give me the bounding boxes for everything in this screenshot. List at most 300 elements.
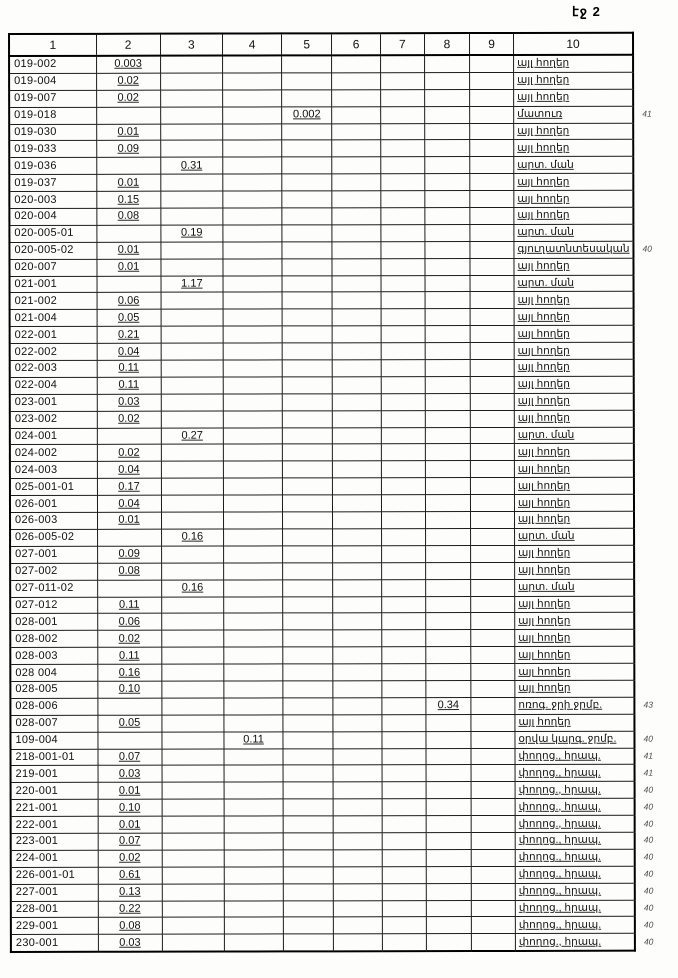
empty-cell	[283, 934, 333, 951]
empty-cell	[470, 292, 514, 309]
cadastral-table	[8, 32, 678, 954]
empty-cell	[333, 613, 382, 630]
parcel-code: 026-001	[10, 495, 97, 512]
parcel-code: 020-005-01	[9, 225, 96, 242]
empty-cell	[161, 563, 224, 580]
empty-cell	[334, 866, 383, 883]
empty-cell	[380, 89, 424, 106]
empty-cell	[471, 562, 515, 579]
empty-cell	[223, 208, 282, 225]
empty-cell	[223, 276, 282, 293]
empty-cell	[224, 850, 283, 867]
empty-cell	[282, 225, 332, 242]
area-value: 0.05	[97, 715, 161, 732]
empty-cell	[470, 275, 514, 292]
parcel-code: 223-001	[11, 833, 98, 850]
margin-note	[633, 173, 677, 190]
land-use-label: այլ հողեր	[514, 207, 634, 224]
empty-cell	[224, 884, 283, 901]
land-use-label: արտ. ման	[514, 427, 634, 444]
empty-cell	[283, 630, 333, 647]
parcel-code: 222-001	[11, 816, 98, 833]
table-row	[11, 917, 678, 935]
empty-cell	[426, 731, 471, 748]
empty-cell	[426, 833, 471, 850]
empty-cell	[471, 934, 515, 951]
table-row	[10, 562, 678, 580]
empty-cell	[160, 90, 223, 107]
column-header: 9	[470, 33, 514, 55]
margin-note	[633, 207, 677, 224]
empty-cell	[382, 731, 426, 748]
empty-cell	[471, 511, 515, 528]
parcel-code: 219-001	[11, 766, 98, 783]
empty-cell	[382, 799, 426, 816]
empty-cell	[162, 934, 225, 952]
empty-cell	[334, 850, 383, 867]
margin-note: 43	[643, 699, 653, 710]
empty-cell	[381, 275, 425, 292]
empty-cell	[333, 664, 382, 681]
table-row	[11, 815, 678, 833]
empty-cell	[161, 478, 224, 495]
column-header: 6	[332, 33, 381, 55]
parcel-code: 230-001	[11, 935, 98, 953]
empty-cell	[161, 613, 224, 630]
empty-cell	[223, 174, 282, 191]
parcel-code: 023-001	[10, 394, 97, 411]
parcel-code: 019-030	[9, 124, 96, 141]
area-value: 0.61	[98, 867, 162, 884]
empty-cell	[470, 106, 514, 123]
margin-note	[634, 596, 678, 613]
margin-note	[633, 140, 677, 157]
empty-cell	[425, 157, 470, 174]
land-use-label: արտ. ման	[514, 275, 634, 292]
empty-cell	[381, 309, 425, 326]
area-value: 0.11	[97, 647, 161, 664]
empty-cell	[426, 900, 471, 917]
land-use-label: այլ հողեր	[514, 173, 634, 190]
empty-cell	[333, 799, 382, 816]
empty-cell	[381, 174, 425, 191]
table-row	[10, 612, 678, 630]
empty-cell	[224, 630, 283, 647]
empty-cell	[380, 73, 424, 90]
table-row	[9, 258, 677, 276]
parcel-code: 028-003	[10, 647, 97, 664]
area-value: 1.17	[161, 276, 224, 293]
empty-cell	[282, 191, 332, 208]
land-use-label: օրվա կարգ. ջրմբ.	[515, 731, 635, 748]
parcel-code: 109-004	[10, 732, 97, 749]
parcel-code: 028-001	[10, 614, 97, 631]
empty-cell	[224, 563, 283, 580]
empty-cell	[425, 326, 470, 343]
empty-cell	[97, 580, 161, 597]
margin-note: 40	[643, 818, 654, 829]
margin-column-spacer	[633, 33, 677, 55]
empty-cell	[283, 613, 333, 630]
empty-cell	[425, 613, 470, 630]
empty-cell	[380, 106, 424, 123]
empty-cell	[223, 343, 282, 360]
column-header: 8	[424, 33, 469, 55]
empty-cell	[382, 748, 426, 765]
empty-cell	[381, 579, 425, 596]
empty-cell	[425, 545, 470, 562]
empty-cell	[282, 140, 332, 157]
empty-cell	[224, 900, 283, 917]
empty-cell	[223, 444, 282, 461]
empty-cell	[381, 292, 425, 309]
empty-cell	[161, 630, 224, 647]
empty-cell	[224, 478, 283, 495]
empty-cell	[332, 343, 381, 360]
empty-cell	[333, 360, 382, 377]
empty-cell	[282, 512, 332, 529]
empty-cell	[283, 850, 333, 867]
empty-cell	[283, 698, 333, 715]
empty-cell	[470, 123, 514, 140]
area-value: 0.02	[96, 73, 160, 90]
empty-cell	[162, 782, 225, 799]
column-header: 2	[96, 34, 160, 56]
land-use-label: այլ հողեր	[514, 494, 634, 511]
land-use-label: այլ հողեր	[514, 393, 634, 410]
land-use-label: գյուղատնտեսական	[514, 241, 634, 258]
parcel-code: 022-001	[10, 327, 97, 344]
area-value: 0.11	[97, 597, 161, 614]
empty-cell	[382, 883, 426, 900]
table-row	[10, 579, 678, 597]
margin-note	[634, 292, 678, 309]
table-row	[10, 646, 678, 664]
margin-note	[633, 156, 677, 173]
empty-cell	[333, 782, 382, 799]
empty-cell	[471, 697, 515, 714]
empty-cell	[381, 360, 425, 377]
empty-cell	[425, 208, 470, 225]
empty-cell	[282, 343, 332, 360]
empty-cell	[381, 241, 425, 258]
empty-cell	[425, 174, 470, 191]
empty-cell	[381, 478, 425, 495]
margin-note: 40	[643, 851, 654, 862]
empty-cell	[382, 833, 426, 850]
empty-cell	[471, 714, 515, 731]
empty-cell	[283, 647, 333, 664]
parcel-code: 226-001-01	[11, 867, 98, 884]
empty-cell	[425, 427, 470, 444]
parcel-code: 024-003	[10, 462, 97, 479]
empty-cell	[334, 833, 383, 850]
empty-cell	[382, 765, 426, 782]
empty-cell	[161, 242, 224, 259]
empty-cell	[381, 157, 425, 174]
empty-cell	[332, 258, 381, 275]
empty-cell	[471, 579, 515, 596]
parcel-code: 019-018	[9, 107, 96, 124]
land-use-label: փողոց., հրապ.	[515, 781, 635, 798]
parcel-code: 027-002	[10, 563, 97, 580]
empty-cell	[282, 275, 332, 292]
table-row	[11, 900, 678, 918]
empty-cell	[162, 749, 225, 766]
empty-cell	[161, 681, 224, 698]
empty-cell	[334, 934, 383, 951]
empty-cell	[282, 377, 332, 394]
empty-cell	[162, 816, 225, 833]
empty-cell	[160, 174, 223, 191]
table-row	[11, 933, 678, 952]
empty-cell	[381, 393, 425, 410]
empty-cell	[425, 579, 470, 596]
area-value: 0.04	[97, 462, 161, 479]
empty-cell	[425, 444, 470, 461]
margin-note	[633, 72, 677, 89]
empty-cell	[161, 512, 224, 529]
empty-cell	[333, 394, 382, 411]
empty-cell	[333, 681, 382, 698]
area-value: 0.09	[96, 141, 160, 158]
empty-cell	[224, 647, 283, 664]
empty-cell	[470, 393, 514, 410]
margin-note	[634, 427, 678, 444]
empty-cell	[332, 292, 381, 309]
land-use-label: արտ. ման	[514, 157, 634, 174]
table-row	[10, 410, 678, 428]
empty-cell	[381, 512, 425, 529]
empty-cell	[224, 495, 283, 512]
area-value: 0.002	[282, 106, 332, 123]
empty-cell	[223, 123, 282, 140]
empty-cell	[160, 56, 223, 74]
empty-cell	[382, 664, 426, 681]
parcel-code: 023-002	[10, 411, 97, 428]
empty-cell	[381, 545, 425, 562]
margin-note: 41	[643, 767, 654, 778]
land-use-label: այլ հողեր	[514, 55, 634, 73]
area-value: 0.31	[160, 157, 223, 174]
empty-cell	[283, 681, 333, 698]
land-use-label: այլ հողեր	[514, 376, 634, 393]
empty-cell	[471, 799, 515, 816]
table-row	[11, 866, 678, 884]
empty-cell	[283, 867, 333, 884]
land-use-label: այլ հողեր	[514, 140, 634, 157]
empty-cell	[96, 158, 160, 175]
empty-cell	[470, 461, 514, 478]
empty-cell	[282, 123, 332, 140]
table-row	[10, 528, 678, 546]
empty-cell	[333, 444, 382, 461]
margin-note	[634, 342, 678, 359]
area-value: 0.02	[96, 90, 160, 107]
land-use-label: փողոց., հրապ.	[515, 765, 635, 782]
empty-cell	[162, 833, 225, 850]
empty-cell	[380, 55, 424, 72]
empty-cell	[160, 73, 223, 90]
empty-cell	[96, 225, 160, 242]
parcel-code: 024-001	[10, 428, 97, 445]
area-value: 0.08	[97, 563, 161, 580]
parcel-code: 026-005-02	[10, 529, 97, 546]
empty-cell	[333, 596, 382, 613]
empty-cell	[470, 343, 514, 360]
area-value: 0.04	[97, 495, 161, 512]
empty-cell	[333, 748, 382, 765]
empty-cell	[381, 140, 425, 157]
empty-cell	[424, 55, 469, 72]
parcel-code: 220-001	[11, 783, 98, 800]
parcel-code: 027-001	[10, 546, 97, 563]
table-row	[9, 123, 677, 141]
parcel-code: 026-003	[10, 512, 97, 529]
empty-cell	[282, 461, 332, 478]
empty-cell	[381, 444, 425, 461]
margin-note	[634, 612, 678, 629]
land-use-label: այլ հողեր	[515, 596, 635, 613]
margin-note	[634, 393, 678, 410]
empty-cell	[282, 309, 332, 326]
empty-cell	[426, 680, 471, 697]
land-use-label: փողոց., հրապ.	[515, 900, 635, 917]
margin-note	[634, 562, 678, 579]
margin-note	[634, 680, 678, 697]
empty-cell	[161, 326, 224, 343]
empty-cell	[283, 731, 333, 748]
empty-cell	[333, 427, 382, 444]
table-row	[10, 359, 678, 377]
land-use-label: այլ հողեր	[514, 444, 634, 461]
empty-cell	[425, 478, 470, 495]
empty-cell	[224, 917, 283, 934]
empty-cell	[382, 900, 426, 917]
empty-cell	[333, 765, 382, 782]
empty-cell	[470, 241, 514, 258]
table-row	[10, 477, 678, 495]
margin-note	[634, 275, 678, 292]
area-value: 0.01	[97, 259, 161, 276]
empty-cell	[160, 208, 223, 225]
parcel-code: 020-007	[9, 259, 96, 276]
empty-cell	[224, 698, 283, 715]
land-use-label: այլ հողեր	[515, 613, 635, 630]
parcel-code: 021-004	[10, 310, 97, 327]
table-row	[10, 460, 678, 478]
table-row	[9, 156, 677, 174]
empty-cell	[161, 664, 224, 681]
table-row	[10, 663, 678, 681]
empty-cell	[333, 816, 382, 833]
empty-cell	[223, 55, 282, 73]
area-value: 0.08	[98, 918, 162, 935]
table-row	[10, 511, 678, 529]
area-value: 0.06	[97, 614, 161, 631]
column-header: 5	[281, 33, 331, 55]
empty-cell	[470, 157, 514, 174]
land-use-label: այլ հողեր	[515, 646, 635, 663]
land-use-label: այլ հողեր	[515, 511, 635, 528]
empty-cell	[426, 782, 471, 799]
empty-cell	[334, 917, 383, 934]
empty-cell	[426, 748, 471, 765]
empty-cell	[224, 664, 283, 681]
margin-note	[634, 325, 678, 342]
empty-cell	[332, 140, 381, 157]
area-value: 0.01	[98, 816, 162, 833]
area-value: 0.34	[426, 697, 471, 714]
parcel-code: 022-004	[10, 377, 97, 394]
empty-cell	[382, 934, 426, 951]
margin-note	[634, 579, 678, 596]
empty-cell	[381, 495, 425, 512]
land-use-label: այլ հողեր	[515, 562, 635, 579]
empty-cell	[223, 90, 282, 107]
empty-cell	[282, 242, 332, 259]
empty-cell	[161, 715, 224, 732]
area-value: 0.10	[97, 681, 161, 698]
empty-cell	[333, 478, 382, 495]
land-use-label: փողոց., հրապ.	[515, 832, 635, 849]
empty-cell	[283, 782, 333, 799]
table-row	[9, 224, 677, 242]
empty-cell	[161, 495, 224, 512]
empty-cell	[333, 461, 382, 478]
empty-cell	[332, 106, 381, 123]
empty-cell	[283, 579, 333, 596]
area-value: 0.11	[97, 377, 161, 394]
table-row	[9, 190, 677, 208]
empty-cell	[224, 596, 283, 613]
margin-note	[634, 511, 678, 528]
margin-note: 40	[643, 919, 654, 930]
empty-cell	[470, 258, 514, 275]
empty-cell	[471, 816, 515, 833]
empty-cell	[97, 698, 161, 715]
table-row	[11, 781, 678, 799]
empty-cell	[425, 224, 470, 241]
margin-note	[634, 545, 678, 562]
land-use-label: այլ հողեր	[515, 545, 635, 562]
land-use-label: փողոց., հրապ.	[515, 883, 635, 900]
parcel-code: 019-007	[9, 90, 96, 107]
empty-cell	[334, 883, 383, 900]
empty-cell	[471, 596, 515, 613]
empty-cell	[282, 427, 332, 444]
parcel-code: 218-001-01	[10, 749, 97, 766]
empty-cell	[282, 90, 332, 107]
empty-cell	[282, 259, 332, 276]
table-row	[10, 393, 678, 411]
empty-cell	[224, 833, 283, 850]
empty-cell	[381, 123, 425, 140]
empty-cell	[224, 816, 283, 833]
empty-cell	[333, 630, 382, 647]
empty-cell	[471, 849, 515, 866]
empty-cell	[161, 698, 224, 715]
empty-cell	[470, 427, 514, 444]
land-use-label: այլ հողեր	[515, 680, 635, 697]
table-row	[9, 241, 677, 259]
table-row	[10, 680, 678, 698]
empty-cell	[224, 613, 283, 630]
margin-note	[633, 123, 677, 140]
land-use-label: փողոց., հրապ.	[515, 748, 635, 765]
land-use-label: այլ հողեր	[515, 663, 635, 680]
table-row	[10, 275, 678, 293]
